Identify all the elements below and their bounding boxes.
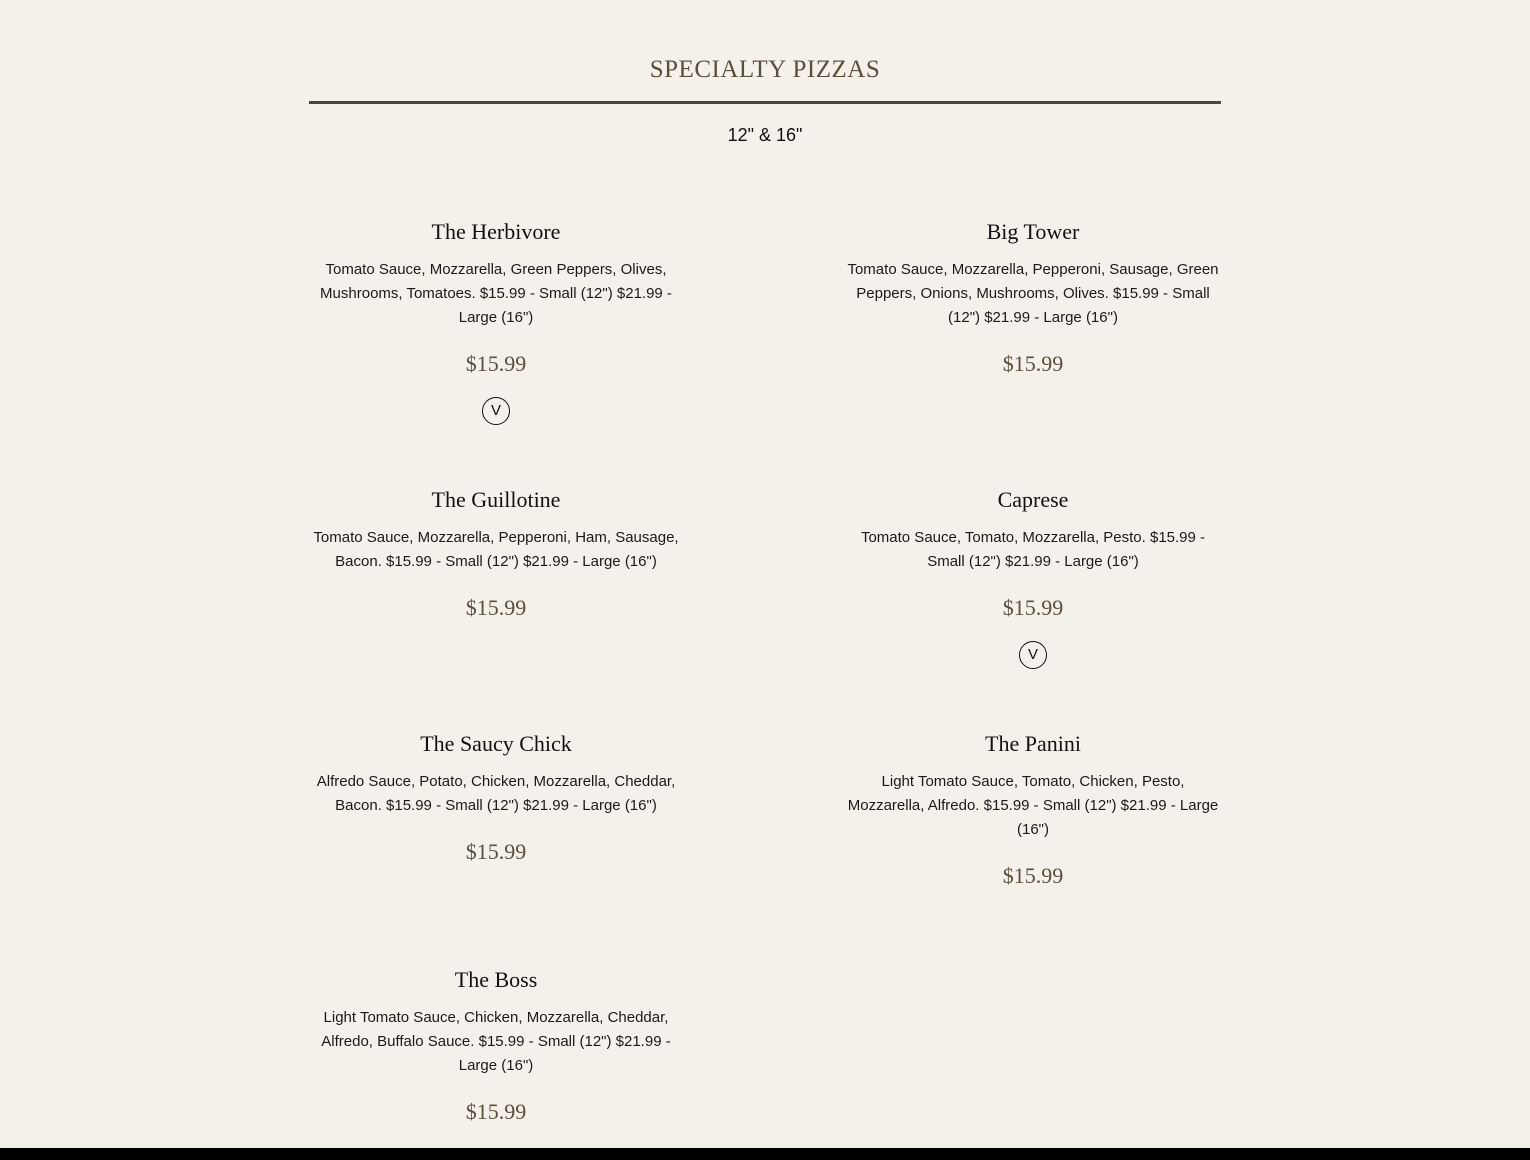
menu-item-description: Light Tomato Sauce, Tomato, Chicken, Pesto, Mozzarella, Alfredo. $15.99 - Small (12") $21.99 - Large (16") (847, 773, 1219, 838)
menu-item-price: $15.99 (1002, 351, 1064, 376)
menu-item-description: Tomato Sauce, Mozzarella, Green Peppers, Olives, Mushrooms, Tomatoes. $15.99 - Small (12") $21.99 - Large (16") (320, 261, 672, 326)
menu-item-name: Caprese (997, 487, 1069, 512)
menu-item-saucy-chick (309, 731, 683, 865)
menu-item-price: $15.99 (465, 351, 527, 376)
menu-item-description: Light Tomato Sauce, Chicken, Mozzarella, Cheddar, Alfredo, Buffalo Sauce. $15.99 - Small (12") $21.99 - Large (16") (321, 1009, 671, 1074)
menu-item-price: $15.99 (1002, 595, 1064, 620)
menu-item-caprese (846, 487, 1220, 669)
menu-item-price: $15.99 (465, 839, 527, 864)
section-subtitle: 12" & 16" (727, 125, 803, 145)
menu-item-guillotine (309, 487, 683, 621)
menu-item-description: Alfredo Sauce, Potato, Chicken, Mozzarella, Cheddar, Bacon. $15.99 - Small (12") $21.99 - Large (16") (316, 773, 676, 814)
menu-item-name: The Boss (454, 967, 538, 992)
menu-item-price: $15.99 (1002, 863, 1064, 888)
section-title: SPECIALTY PIZZAS (649, 56, 881, 83)
menu-item-description: Tomato Sauce, Tomato, Mozzarella, Pesto. $15.99 - Small (12") $21.99 - Large (16") (860, 529, 1206, 570)
section-divider (309, 101, 1221, 104)
menu-item-herbivore (309, 219, 683, 425)
menu-item-name: Big Tower (986, 219, 1080, 244)
footer-bar (0, 1148, 1530, 1160)
menu-item-description: Tomato Sauce, Mozzarella, Pepperoni, Sausage, Green Peppers, Onions, Mushrooms, Olives. $15.99 - Small (12") $21.99 - Large (16") (847, 261, 1219, 326)
menu-item-description: Tomato Sauce, Mozzarella, Pepperoni, Ham, Sausage, Bacon. $15.99 - Small (12") $21.99 - Large (16") (313, 529, 679, 570)
menu-item-name: The Saucy Chick (420, 731, 572, 756)
vegetarian-icon: V (482, 397, 510, 425)
menu-item-name: The Panini (985, 731, 1081, 756)
menu-item-panini (846, 731, 1220, 889)
menu-item-name: The Herbivore (431, 219, 561, 244)
menu-item-name: The Guillotine (431, 487, 561, 512)
menu-item-price: $15.99 (465, 595, 527, 620)
vegetarian-icon: V (1019, 641, 1047, 669)
menu-item-boss (309, 967, 683, 1125)
menu-item-big-tower (846, 219, 1220, 377)
menu-item-price: $15.99 (465, 1099, 527, 1124)
